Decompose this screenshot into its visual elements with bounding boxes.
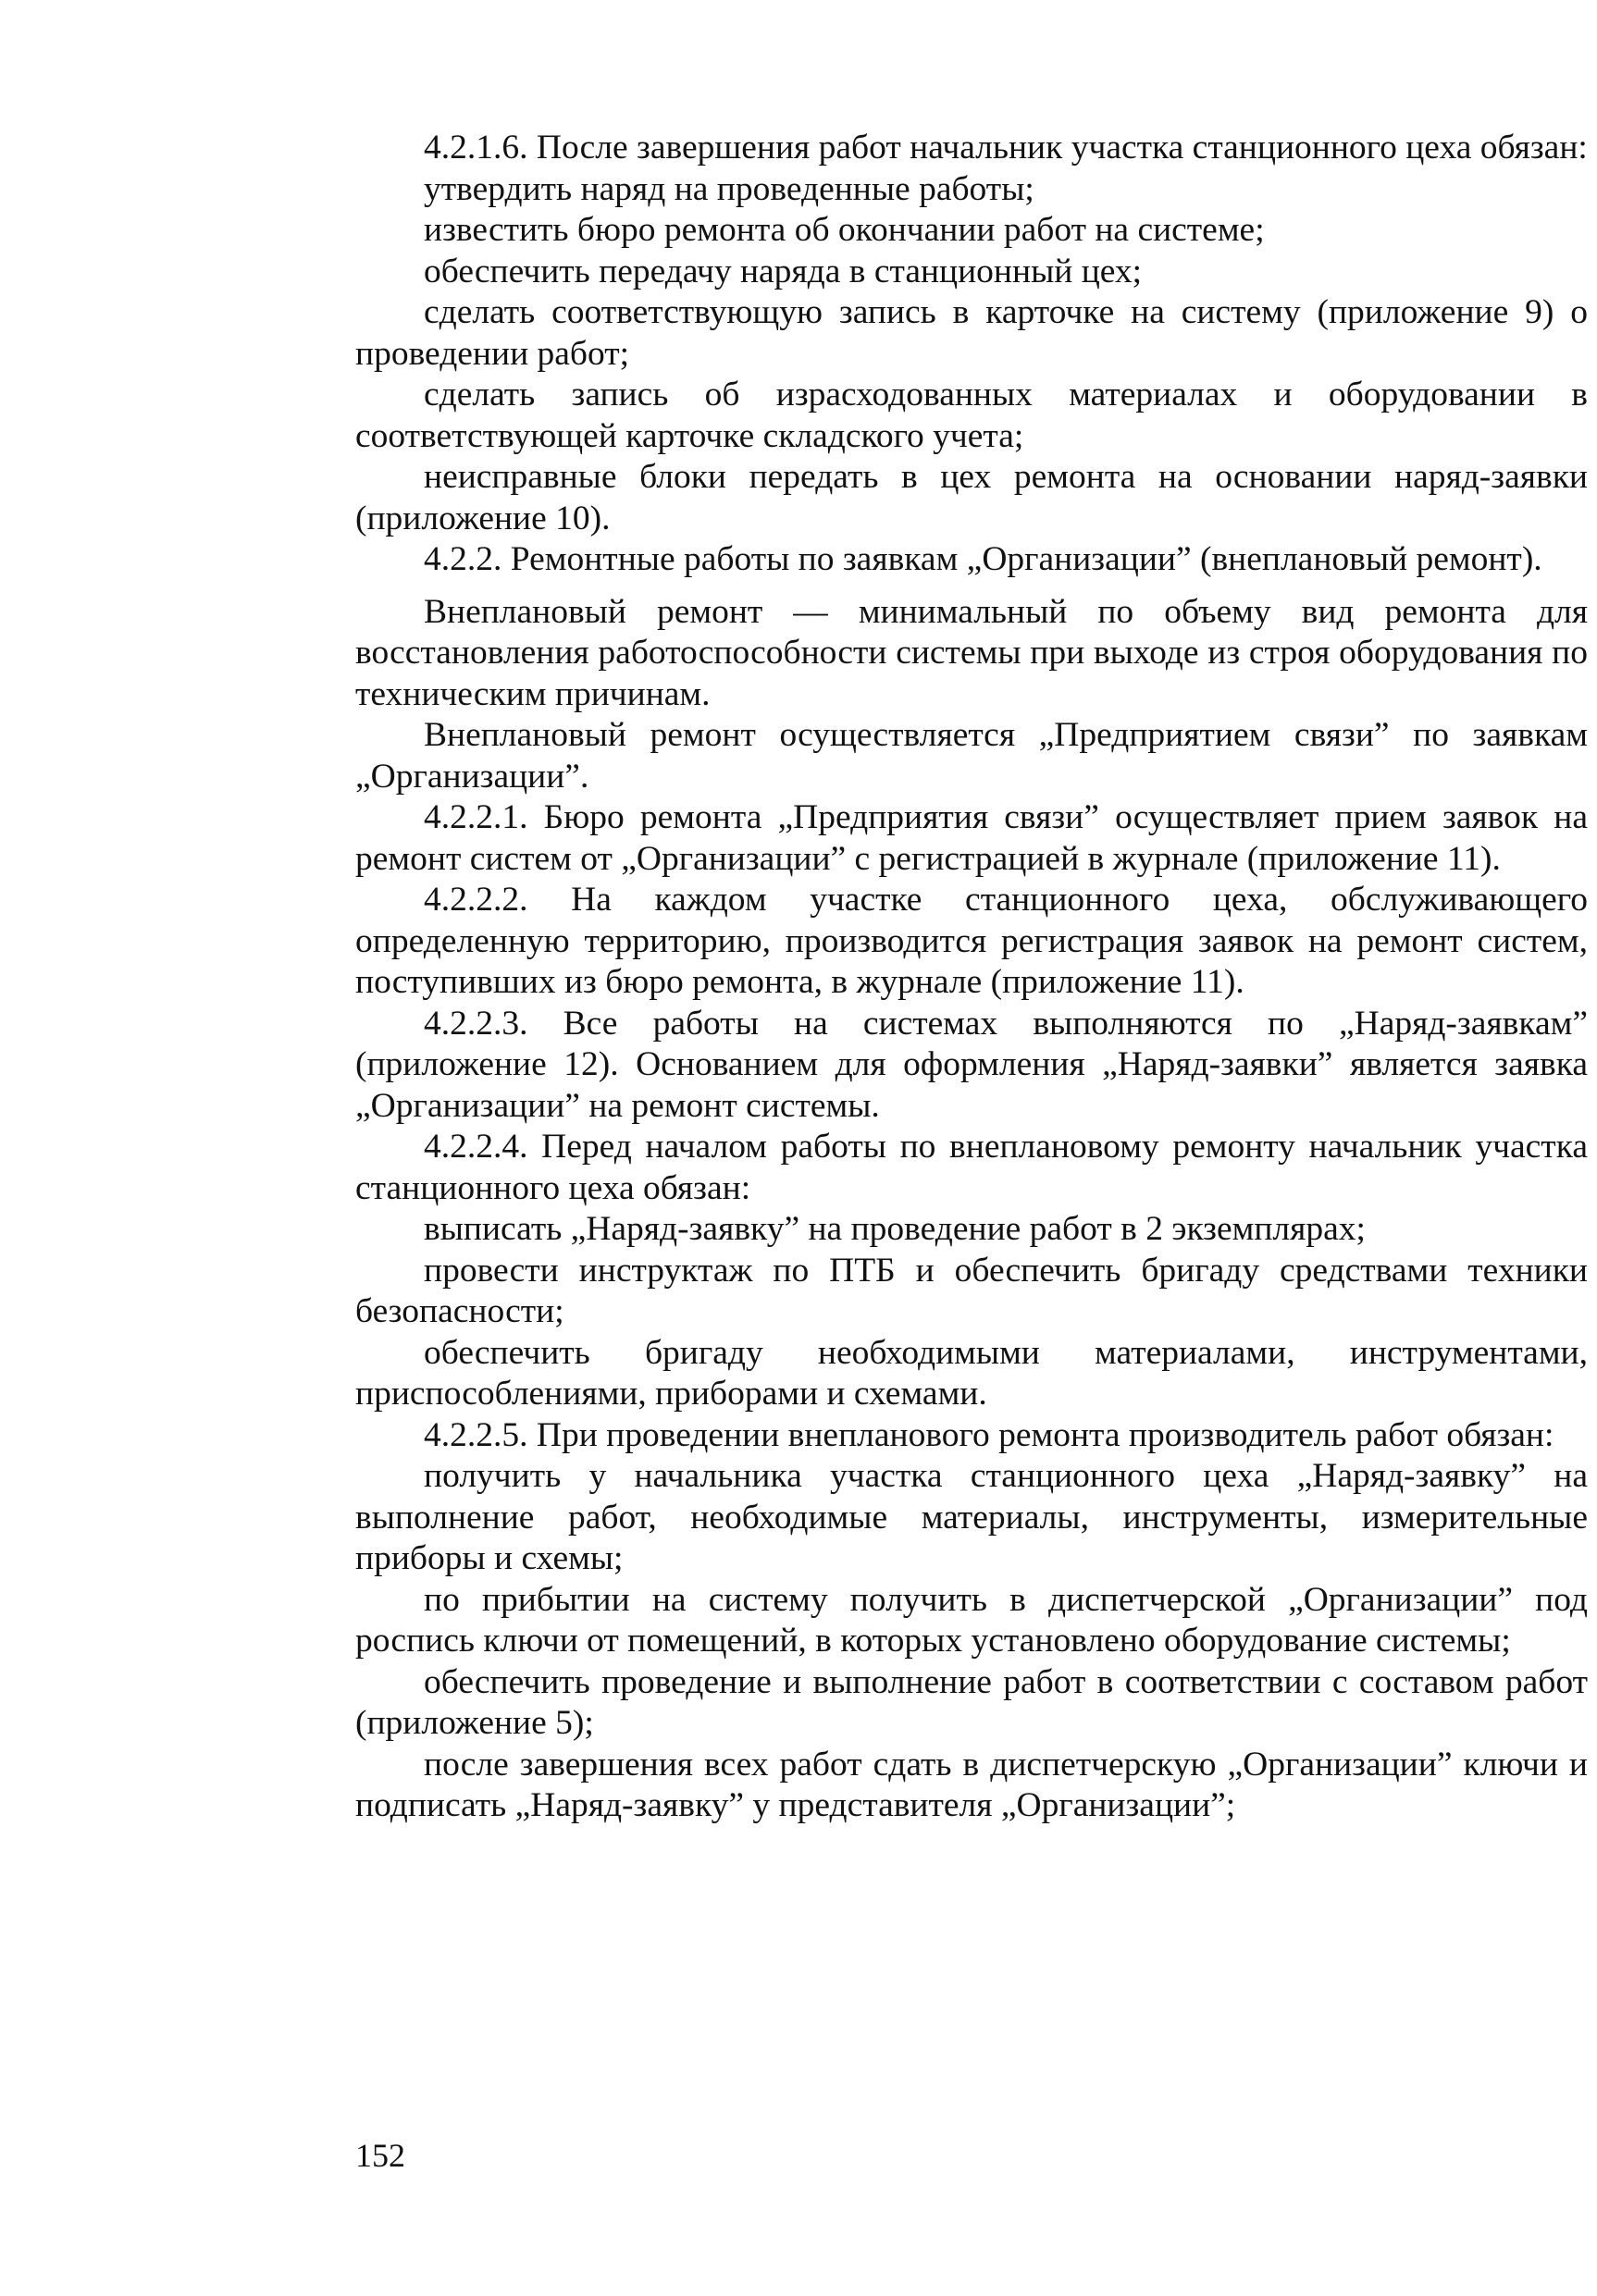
list-item: утвердить наряд на проведенные работы; bbox=[424, 169, 1034, 208]
paragraph-4-2-2-1: 4.2.2.1. Бюро ремонта „Предприятия связи” осуществляет прием заявок на ремонт систем от „Организации” с регистрацией в журнале (приложение 11). bbox=[355, 798, 1588, 878]
list-item: получить у начальника участка станционного цеха „Наряд-заявку” на выполнение работ, необходимые материалы, инструменты, измерительные приборы и схемы; bbox=[355, 1457, 1588, 1577]
list-item: по прибытии на систему получить в диспетчерской „Организации” под роспись ключи от помещений, в которых установлено оборудование системы; bbox=[355, 1580, 1588, 1660]
paragraph-4-2-2-5: 4.2.2.5. При проведении внепланового ремонта производитель работ обязан: bbox=[424, 1415, 1554, 1454]
list-item: неисправные блоки передать в цех ремонта на основании наряд-заявки (приложение 10). bbox=[355, 458, 1588, 537]
paragraph-4-2-1-6: 4.2.1.6. После завершения работ начальник участка станционного цеха обязан: bbox=[424, 129, 1588, 167]
list-item: выписать „Наряд-заявку” на проведение работ в 2 экземплярах; bbox=[424, 1210, 1366, 1248]
page-number: 152 bbox=[355, 2137, 405, 2174]
list-item: обеспечить передачу наряда в станционный цех; bbox=[424, 252, 1143, 290]
list-item: обеспечить бригаду необходимыми материалами, инструментами, приспособлениями, приборами и схемами. bbox=[355, 1333, 1588, 1413]
list-item: сделать соответствующую запись в карточке на систему (приложение 9) о проведении работ; bbox=[355, 293, 1588, 373]
list-item: обеспечить проведение и выполнение работ в соответствии с составом работ (приложение 5); bbox=[355, 1662, 1588, 1742]
paragraph-4-2-2-2: 4.2.2.2. На каждом участке станционного цеха, обслуживающего определенную территорию, производится регистрация заявок на ремонт систем, поступивших из бюро ремонта, в журнале (приложение 11). bbox=[355, 881, 1588, 1001]
list-item: сделать запись об израсходованных материалах и оборудовании в соответствующей карточке складского учета; bbox=[355, 376, 1588, 455]
paragraph: Внеплановый ремонт — минимальный по объему вид ремонта для восстановления работоспособности системы при выходе из строя оборудования по техническим причинам. bbox=[355, 592, 1588, 713]
paragraph-4-2-2-3: 4.2.2.3. Все работы на системах выполняются по „Наряд-заявкам” (приложение 12). Основанием для оформления „Наряд-заявки” является заявка „Организации” на ремонт системы. bbox=[355, 1004, 1588, 1125]
list-item: провести инструктаж по ПТБ и обеспечить бригаду средствами техники безопасности; bbox=[355, 1251, 1588, 1330]
section-heading-4-2-2: 4.2.2. Ремонтные работы по заявкам „Организации” (внеплановый ремонт). bbox=[424, 540, 1542, 578]
paragraph: Внеплановый ремонт осуществляется „Предприятием связи” по заявкам „Организации”. bbox=[355, 716, 1588, 796]
document-body bbox=[355, 128, 1588, 1827]
paragraph-4-2-2-4: 4.2.2.4. Перед началом работы по внеплановому ремонту начальник участка станционного цеха обязан: bbox=[355, 1128, 1588, 1207]
list-item: после завершения всех работ сдать в диспетчерскую „Организации” ключи и подписать „Наряд-заявку” у представителя „Организации”; bbox=[355, 1745, 1588, 1824]
list-item: известить бюро ремонта об окончании работ на системе; bbox=[424, 211, 1265, 249]
